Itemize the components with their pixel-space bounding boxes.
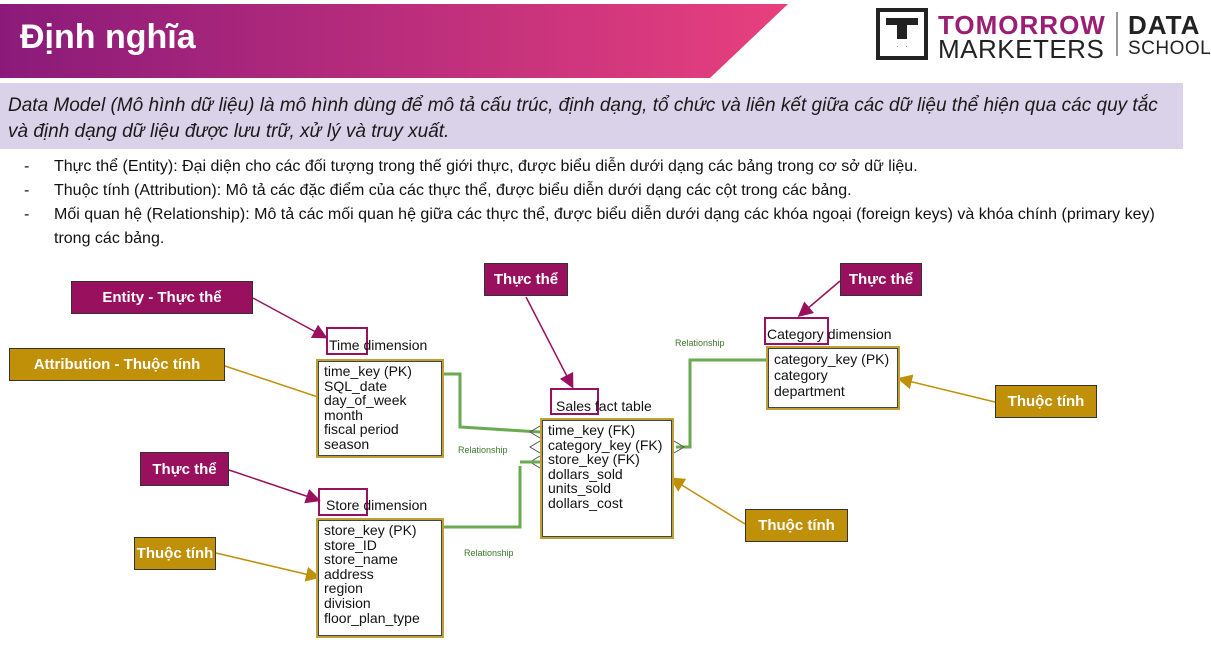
relationship-line-time-sales xyxy=(442,374,540,432)
entity-name-time xyxy=(329,337,427,353)
attribute: category_key (FK) xyxy=(548,436,663,453)
arrow-attribution-category xyxy=(900,379,995,402)
attribute: time_key (FK) xyxy=(548,422,636,438)
tag-attribution-category: Thuộc tính xyxy=(995,385,1097,418)
arrow-entity-category xyxy=(800,281,840,315)
attribute-highlight-sales xyxy=(540,418,674,539)
tag-entity-sales: Thực thể xyxy=(484,263,568,296)
entity-name-store xyxy=(326,497,427,513)
arrow-attribution-store xyxy=(216,553,318,577)
attribute: month xyxy=(324,406,363,423)
attribute: category_key (PK) xyxy=(774,351,890,367)
attribute: store_key (FK) xyxy=(548,451,640,468)
relationship-label-category-sales: Relationship xyxy=(675,338,725,348)
arrow-entity-time xyxy=(253,298,325,337)
crowfoot-category-right xyxy=(674,441,684,453)
entity-name-sales xyxy=(556,398,652,414)
attribute: SQL_date xyxy=(324,377,388,394)
entity-highlight-time xyxy=(326,327,368,355)
entity-table-time xyxy=(318,361,442,456)
entity-name-rest: dimension xyxy=(827,326,892,342)
bullet-attribution xyxy=(24,179,1184,203)
bullet-list xyxy=(24,155,1184,251)
bullet-dash: - xyxy=(24,182,30,199)
school-name-line1: DATA xyxy=(1128,10,1201,40)
tag-attribution-time: Attribution - Thuộc tính xyxy=(9,348,225,381)
relationship-label-time-sales: Relationship xyxy=(458,445,508,455)
brand-name-line2: MARKETERS xyxy=(938,34,1105,64)
entity-name-rest: dimension xyxy=(363,337,428,353)
entity-highlight-category xyxy=(764,317,829,345)
bullet-text: Mối quan hệ (Relationship): Mô tả các mối quan hệ giữa các thực thể, được biểu diễn dưới dạng các khóa ngoại (foreign keys) và khóa chính (primary key) trong các bảng. xyxy=(54,206,1155,247)
attribute: store_ID xyxy=(324,536,377,553)
arrow-attribution-sales xyxy=(672,479,745,524)
attribute: day_of_week xyxy=(324,392,407,409)
entity-table-store xyxy=(318,520,442,636)
brand-name-line1: TOMORROW xyxy=(938,10,1106,40)
crowfoot-store xyxy=(530,456,540,468)
school-name-line2: SCHOOL xyxy=(1128,38,1211,59)
bullet-relationship xyxy=(24,203,1184,251)
relationship-line-category-sales xyxy=(676,360,768,447)
attribute: department xyxy=(774,383,845,399)
tag-entity-category: Thực thể xyxy=(840,263,922,296)
bullet-dash: - xyxy=(24,158,30,175)
entity-highlight-sales xyxy=(550,388,599,415)
attribute-highlight-time xyxy=(316,359,444,458)
attribute: floor_plan_type xyxy=(324,609,420,626)
entity-name-rest: dimension xyxy=(363,497,428,513)
attribute-highlight-category xyxy=(766,346,900,410)
page-title: Định nghĩa xyxy=(20,18,196,56)
attribute: store_key (PK) xyxy=(324,522,417,538)
title-banner xyxy=(0,0,790,78)
bullet-text: Thuộc tính (Attribution): Mô tả các đặc điểm của các thực thể, được biểu diễn dưới dạng các cột trong các bảng. xyxy=(54,182,852,199)
tag-entity-time: Entity - Thực thể xyxy=(71,281,253,314)
attribute: season xyxy=(324,435,370,452)
attribute: dollars_sold xyxy=(548,465,623,482)
attribute: address xyxy=(324,565,374,582)
attribute: region xyxy=(324,580,363,597)
logo-divider xyxy=(1116,12,1118,56)
tag-attribution-sales: Thuộc tính xyxy=(745,509,848,542)
entity-highlight-store xyxy=(318,488,368,516)
attribute: division xyxy=(324,594,371,611)
bullet-text: Thực thể (Entity): Đại diện cho các đối tượng trong thế giới thực, được biểu diễn dưới dạng các bảng trong cơ sở dữ liệu. xyxy=(54,158,918,175)
relationship-label-store-sales: Relationship xyxy=(464,548,514,558)
crowfoot-category-left xyxy=(530,441,540,453)
entity-name-word: Category xyxy=(767,326,824,342)
attribute-highlight-store xyxy=(316,518,444,638)
attribute: category xyxy=(774,367,828,383)
entity-name-word: Sales xyxy=(556,398,592,414)
arrow-attribution-time xyxy=(225,366,345,406)
entity-name-category xyxy=(767,326,892,342)
entity-name-word: Store xyxy=(326,497,360,513)
entity-table-category xyxy=(768,348,898,408)
tag-attribution-store: Thuộc tính xyxy=(134,537,216,570)
entity-name-word: Time xyxy=(329,337,360,353)
crowfoot-time xyxy=(530,426,540,438)
attribute: fiscal period xyxy=(324,421,399,438)
attribute: time_key (PK) xyxy=(324,363,412,379)
relationship-line-store-sales xyxy=(442,466,520,527)
arrow-entity-store xyxy=(229,470,318,500)
entity-name-rest: fact table xyxy=(594,398,652,414)
entity-table-sales xyxy=(542,420,672,537)
attribute: units_sold xyxy=(548,480,612,497)
brand-logo-icon xyxy=(876,8,928,60)
bullet-dash: - xyxy=(24,206,30,223)
brand-logo xyxy=(876,8,1211,64)
tag-entity-store: Thực thể xyxy=(140,452,229,486)
attribute: store_name xyxy=(324,551,398,568)
attribute: dollars_cost xyxy=(548,494,623,511)
bullet-entity xyxy=(24,155,1184,179)
definition-box: Data Model (Mô hình dữ liệu) là mô hình dùng để mô tả cấu trúc, định dạng, tổ chức và liên kết giữa các dữ liệu thể hiện qua các quy tắc và định dạng dữ liệu được lưu trữ, xử lý và truy xuất. xyxy=(0,83,1183,149)
arrow-entity-sales xyxy=(526,297,572,386)
